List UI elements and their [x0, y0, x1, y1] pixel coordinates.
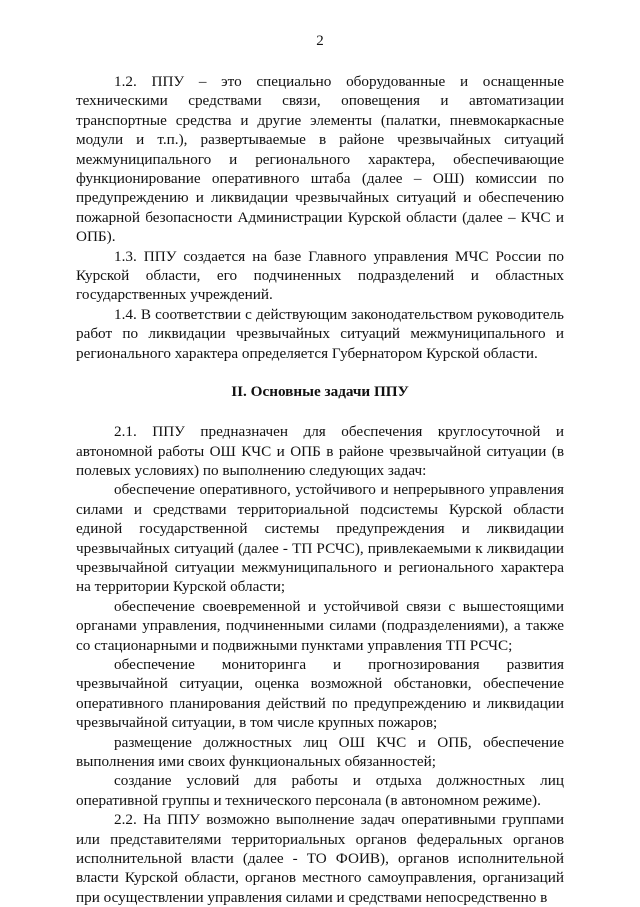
section-title: II. Основные задачи ППУ	[231, 383, 409, 401]
task-item: обеспечение своевременной и устойчивой связи с вышестоящими органами управления, подчиненными силами (подразделениями), а также со стационарными и подвижными пунктами управления ТП РСЧС;	[76, 597, 564, 654]
paragraph-2-1: 2.1. ППУ предназначен для обеспечения круглосуточной и автономной работы ОШ КЧС и ОПБ в районе чрезвычайной ситуации (в полевых условиях) по выполнению следующих задач:	[76, 423, 564, 479]
paragraph-2-2: 2.2. На ППУ возможно выполнение задач оперативными группами или представителями территориальных органов федеральных органов исполнительной власти (далее - ТО ФОИВ), органов исполнительной власти Курской области, органов местного самоуправления, организаций при осуществлении управления силами и средствами непосредственно в	[76, 811, 564, 906]
task-item: создание условий для работы и отдыха должностных лиц оперативной группы и технического персонала (в автономном режиме).	[76, 772, 564, 809]
paragraph-1-2: 1.2. ППУ – это специально оборудованные и оснащенные техническими средствами связи, оповещения и автоматизации транспортные средства и другие элементы (палатки, пневмокаркасные модули и т.п.), развертываемые в районе чрезвычайных ситуаций межмуниципального и регионального характера, обеспечивающие функционирование оперативного штаба (далее – ОШ) комиссии по предупреждению и ликвидации чрезвычайных ситуаций и обеспечению пожарной безопасности Администрации Курской области (далее – КЧС и ОПБ).	[76, 73, 564, 246]
document-page	[76, 30, 564, 907]
paragraph-1-4: 1.4. В соответствии с действующим законодательством руководитель работ по ликвидации чрезвычайных ситуаций межмуниципального и регионального характера определяется Губернатором Курской области.	[76, 305, 564, 362]
page-number: 2	[316, 33, 324, 49]
paragraph-1-3: 1.3. ППУ создается на базе Главного управления МЧС России по Курской области, его подчиненных подразделений и областных государственных учреждений.	[76, 247, 564, 304]
task-item: обеспечение оперативного, устойчивого и непрерывного управления силами и средствами территориальной подсистемы Курской области единой государственной системы предупреждения и ликвидации чрезвычайных ситуаций (далее - ТП РСЧС), привлекаемыми к ликвидации чрезвычайной ситуации межмуниципального и регионального характера на территории Курской области;	[76, 481, 564, 596]
task-item: обеспечение мониторинга и прогнозирования развития чрезвычайной ситуации, оценка возможной обстановки, обеспечение оперативного планирования действий по предупреждению и ликвидации чрезвычайной ситуации, в том числе крупных пожаров;	[76, 655, 564, 732]
task-item: размещение должностных лиц ОШ КЧС и ОПБ, обеспечение выполнения ими своих функциональных обязанностей;	[76, 733, 564, 770]
